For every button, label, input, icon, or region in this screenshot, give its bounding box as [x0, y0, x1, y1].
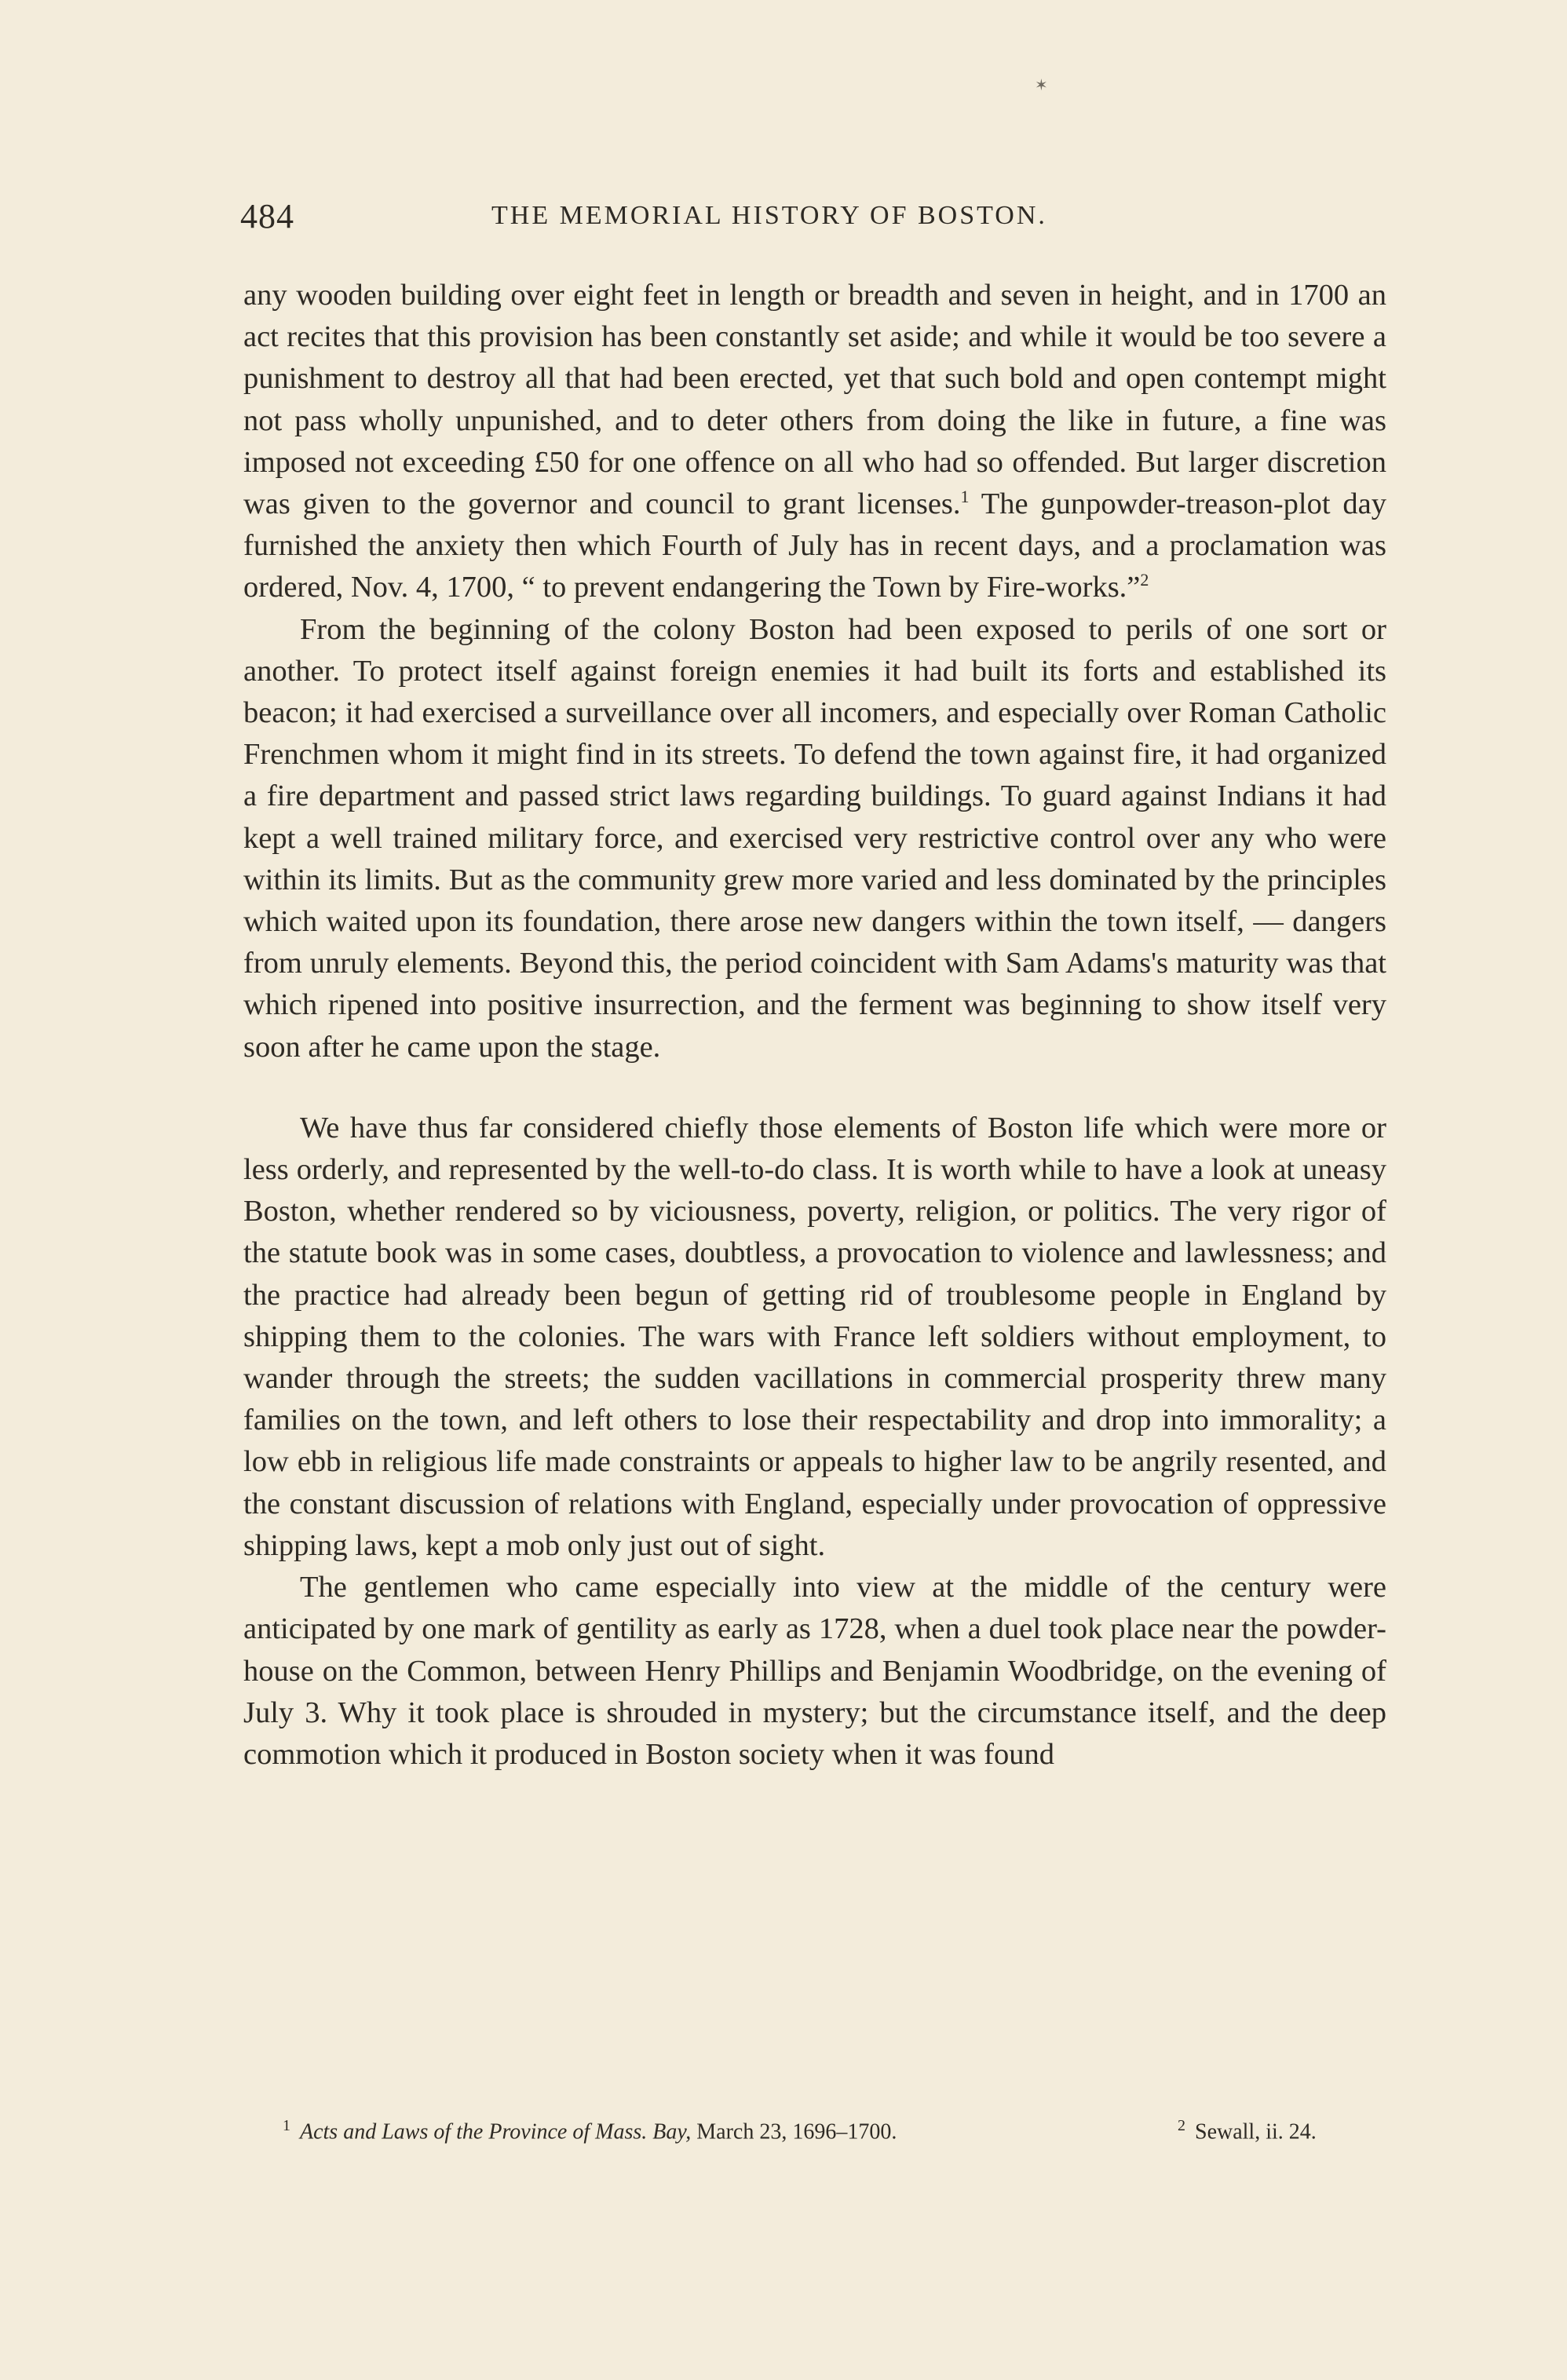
- paragraph-3: We have thus far considered chiefly those elements of Boston life which were more or less orderly, and represented by the well-to-do class. It is worth while to have a look at uneasy Boston, whether rendered so by viciousness, poverty, religion, or politics. The very rigor of the statute book was in some cases, doubtless, a provocation to violence and lawlessness; and the practice had already been begun of getting rid of troublesome people in England by shipping them to the colonies. The wars with France left soldiers without employment, to wander through the streets; the sudden vacillations in commercial prosperity threw many families on the town, and left others to lose their respectability and drop into immorality; a low ebb in religious life made constraints or appeals to higher law to be angrily resented, and the constant discussion of relations with England, especially under provocation of oppressive shipping laws, kept a mob only just out of sight.: [243, 1111, 1386, 1562]
- paper-speck: ✶: [1035, 77, 1048, 94]
- footnote-2-number: 2: [1178, 2117, 1185, 2134]
- footnote-ref-1: 1: [960, 487, 970, 507]
- page-number: 484: [240, 197, 294, 235]
- footnote-1: [283, 2110, 897, 2148]
- footnote-2: [1178, 2110, 1317, 2148]
- paragraph-2: From the beginning of the colony Boston had been exposed to perils of one sort or another. To protect itself against foreign enemies it had built its forts and established its beacon; it had exercised a surveillance over all incomers, and especially over Roman Catholic Frenchmen whom it might find in its streets. To defend the town against fire, it had organized a fire department and passed strict laws regarding buildings. To guard against Indians it had kept a well trained military force, and exercised very restrictive control over any who were within its limits. But as the community grew more varied and less dominated by the principles which waited upon its foundation, there arose new dangers within the town itself, — dangers from unruly elements. Beyond this, the period coincident with Sam Adams's maturity was that which ripened into positive insurrection, and the ferment was beginning to show itself very soon after he came upon the stage.: [243, 612, 1386, 1064]
- footnote-ref-2: 2: [1140, 570, 1149, 590]
- section-break: [243, 1068, 1386, 1108]
- running-title: THE MEMORIAL HISTORY OF BOSTON.: [491, 201, 1047, 230]
- page-header: [240, 196, 1386, 259]
- body-text: [243, 275, 1386, 1776]
- paragraph-1: any wooden building over eight feet in length or breadth and seven in height, and in 1700 an act recites that this provision has been constantly set aside; and while it would be too severe a punishment to destroy all that had been erected, yet that such bold and open contempt might not pass wholly unpunished, and to deter others from doing the like in future, a fine was imposed not exceeding £50 for one offence on all who had so offended. But larger discretion was given to the governor and council to grant licenses.$^1$ The gunpowder-treason-plot day furnished the anxiety then which Fourth of July has in recent days, and a proclamation was ordered, Nov. 4, 1700, “ to prevent endangering the Town by Fire-works.”$^2$: [243, 279, 1386, 604]
- footnote-1-detail: March 23, 1696–1700.: [696, 2119, 897, 2145]
- footnote-1-title: Acts and Laws of the Province of Mass. Bay,: [300, 2119, 692, 2145]
- paragraph-4: The gentlemen who came especially into view at the middle of the century were anticipated by one mark of gentility as early as 1728, when a duel took place near the powder-house on the Common, between Henry Phillips and Benjamin Woodbridge, on the evening of July 3. Why it took place is shrouded in mystery; but the circumstance itself, and the deep commotion which it produced in Boston society when it was found: [243, 1571, 1386, 1771]
- footnote-2-text: Sewall, ii. 24.: [1195, 2119, 1317, 2145]
- footnote-1-number: 1: [283, 2117, 290, 2134]
